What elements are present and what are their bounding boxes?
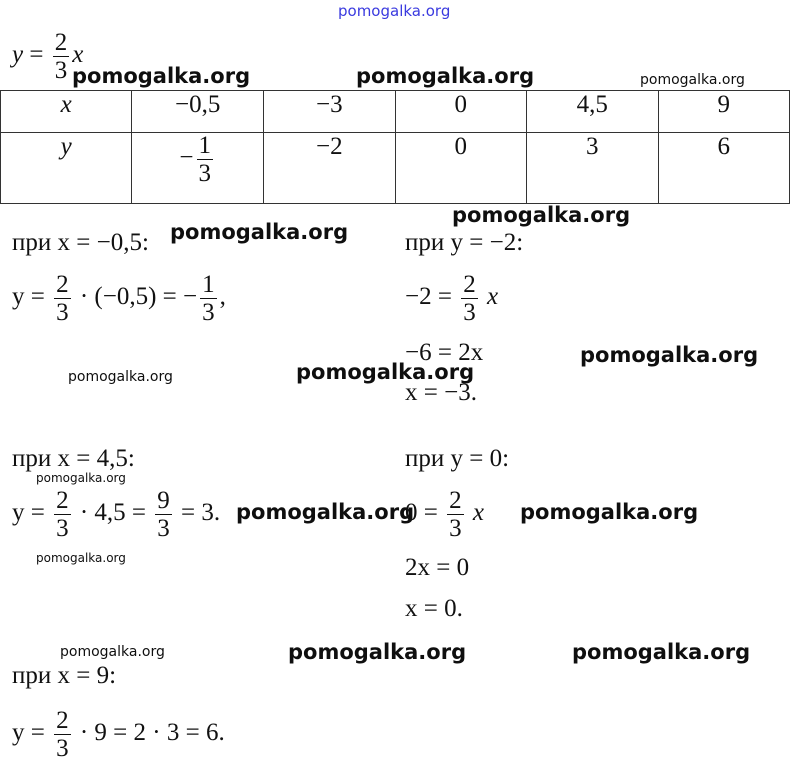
block2-line2: −6 = 2x	[405, 339, 484, 366]
watermark: pomogalka.org	[640, 72, 745, 88]
table-header-x: x	[1, 91, 132, 133]
numerator: 2	[54, 29, 68, 56]
block2-line3: x = −3.	[405, 379, 477, 406]
minus-sign: −	[179, 144, 194, 172]
watermark: pomogalka.org	[236, 500, 415, 524]
block5-heading: при x = 9:	[12, 662, 117, 689]
block2-line1: −2 = $\frac{2}{3}$ x	[405, 271, 499, 326]
watermark: pomogalka.org	[68, 369, 173, 385]
table-cell: 0	[395, 91, 526, 133]
block5-line1: y = $\frac{2}{3}$ · 9 = 2 · 3 = 6.	[12, 707, 225, 762]
watermark: pomogalka.org	[580, 343, 759, 367]
table-row-x	[1, 91, 790, 133]
denominator: 3	[54, 57, 68, 84]
table-header-y: y	[1, 133, 132, 204]
formula-eq: =	[23, 41, 50, 69]
block2-heading: при y = −2:	[405, 229, 524, 256]
watermark: pomogalka.org	[170, 220, 349, 244]
watermark: pomogalka.org	[356, 64, 535, 88]
numerator: 1	[198, 132, 212, 159]
denominator: 3	[198, 160, 212, 187]
table-cell-fraction	[132, 133, 264, 204]
values-table	[0, 90, 790, 204]
table-cell: 6	[658, 133, 789, 204]
table-cell: 4,5	[526, 91, 658, 133]
block4-heading: при y = 0:	[405, 445, 510, 472]
block4-line2: 2x = 0	[405, 554, 470, 581]
block4-line3: x = 0.	[405, 595, 463, 622]
watermark: pomogalka.org	[452, 203, 631, 227]
formula-lhs: y	[12, 41, 24, 69]
watermark: pomogalka.org	[572, 640, 751, 664]
formula-var: x	[72, 41, 84, 69]
watermark: pomogalka.org	[520, 500, 699, 524]
watermark-top: pomogalka.org	[338, 2, 451, 20]
table-cell: 0	[395, 133, 526, 204]
main-formula	[12, 30, 83, 83]
watermark: pomogalka.org	[288, 640, 467, 664]
block3-line1: y = $\frac{2}{3}$ · 4,5 = $\frac{9}{3}$ = 3.	[12, 487, 221, 542]
table-row-y	[1, 133, 790, 204]
table-cell: 9	[658, 91, 789, 133]
watermark: pomogalka.org	[296, 360, 475, 384]
table-cell: −2	[264, 133, 396, 204]
block4-line1: 0 = $\frac{2}{3}$ x	[405, 487, 484, 542]
formula-fraction	[53, 30, 70, 83]
watermark: pomogalka.org	[36, 551, 126, 565]
block3-heading: при x = 4,5:	[12, 445, 135, 472]
watermark: pomogalka.org	[72, 64, 251, 88]
table-cell: −0,5	[132, 91, 264, 133]
table-cell: 3	[526, 133, 658, 204]
block1-heading: при x = −0,5:	[12, 229, 149, 256]
table-cell: −3	[264, 91, 396, 133]
watermark: pomogalka.org	[36, 471, 126, 485]
watermark: pomogalka.org	[60, 644, 165, 660]
block1-line1: y = $\frac{2}{3}$ · (−0,5) = − $\frac{1}{3}$ ,	[12, 271, 226, 326]
